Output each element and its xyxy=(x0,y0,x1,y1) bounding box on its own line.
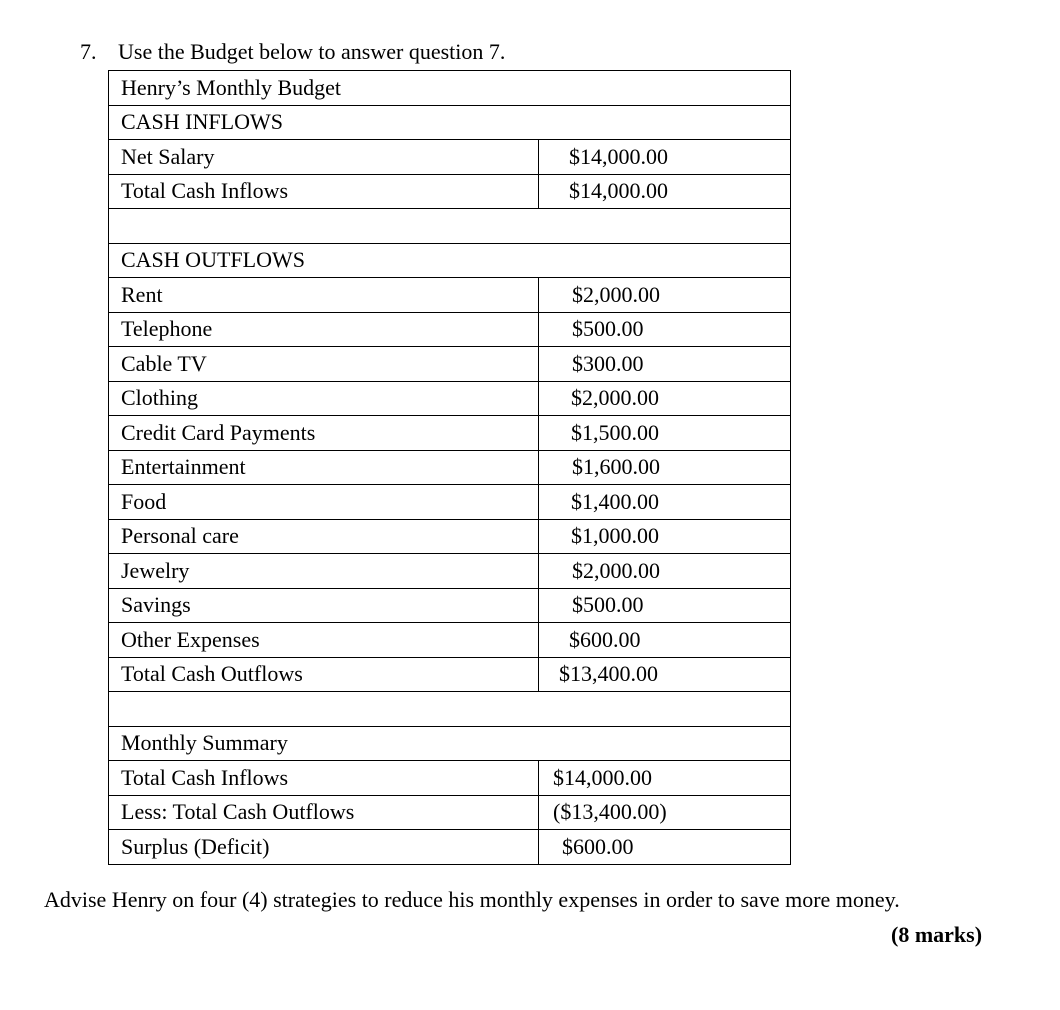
question-prompt xyxy=(80,38,505,66)
budget-title-row xyxy=(109,71,791,106)
table-row xyxy=(109,485,791,520)
row-label: Total Cash Inflows xyxy=(109,174,539,209)
table-row xyxy=(109,519,791,554)
inflows-header: CASH INFLOWS xyxy=(109,105,791,140)
question-number: 7. xyxy=(80,39,97,64)
row-amount: $14,000.00 xyxy=(539,761,791,796)
row-label: Telephone xyxy=(109,312,539,347)
row-amount: $600.00 xyxy=(539,830,791,865)
row-label: Surplus (Deficit) xyxy=(109,830,539,865)
outflows-header: CASH OUTFLOWS xyxy=(109,243,791,278)
row-amount: $13,400.00 xyxy=(539,657,791,692)
table-row xyxy=(109,830,791,865)
marks-allocation: (8 marks) xyxy=(891,922,983,947)
row-label: Entertainment xyxy=(109,450,539,485)
summary-header-row xyxy=(109,726,791,761)
row-amount: $14,000.00 xyxy=(539,140,791,175)
table-row xyxy=(109,347,791,382)
row-label: Personal care xyxy=(109,519,539,554)
row-label: Total Cash Outflows xyxy=(109,657,539,692)
question-text: Use the Budget below to answer question 7. xyxy=(118,39,506,64)
row-amount: $1,400.00 xyxy=(539,485,791,520)
row-label: Net Salary xyxy=(109,140,539,175)
table-row xyxy=(109,588,791,623)
row-amount: $1,600.00 xyxy=(539,450,791,485)
table-row xyxy=(109,761,791,796)
outflows-header-row xyxy=(109,243,791,278)
budget-table xyxy=(108,70,791,865)
row-amount: $1,500.00 xyxy=(539,416,791,451)
row-label: Credit Card Payments xyxy=(109,416,539,451)
budget-title: Henry’s Monthly Budget xyxy=(109,71,791,106)
blank-row xyxy=(109,209,791,244)
row-label: Less: Total Cash Outflows xyxy=(109,795,539,830)
row-amount: $14,000.00 xyxy=(539,174,791,209)
table-row xyxy=(109,623,791,658)
row-amount: ($13,400.00) xyxy=(539,795,791,830)
row-label: Jewelry xyxy=(109,554,539,589)
blank-cell xyxy=(109,209,791,244)
row-label: Clothing xyxy=(109,381,539,416)
table-row xyxy=(109,795,791,830)
row-amount: $500.00 xyxy=(539,312,791,347)
row-label: Food xyxy=(109,485,539,520)
table-row xyxy=(109,416,791,451)
row-label: Savings xyxy=(109,588,539,623)
row-amount: $2,000.00 xyxy=(539,554,791,589)
row-label: Other Expenses xyxy=(109,623,539,658)
blank-row xyxy=(109,692,791,727)
table-row xyxy=(109,554,791,589)
row-amount: $500.00 xyxy=(539,588,791,623)
table-row xyxy=(109,278,791,313)
inflows-header-row xyxy=(109,105,791,140)
row-amount: $1,000.00 xyxy=(539,519,791,554)
row-label: Cable TV xyxy=(109,347,539,382)
row-amount: $2,000.00 xyxy=(539,381,791,416)
row-amount: $2,000.00 xyxy=(539,278,791,313)
summary-header: Monthly Summary xyxy=(109,726,791,761)
table-row xyxy=(109,140,791,175)
table-row xyxy=(109,312,791,347)
table-row xyxy=(109,450,791,485)
row-label: Rent xyxy=(109,278,539,313)
row-label: Total Cash Inflows xyxy=(109,761,539,796)
advice-instruction: Advise Henry on four (4) strategies to reduce his monthly expenses in order to save more money. xyxy=(44,887,900,912)
table-row xyxy=(109,381,791,416)
blank-cell xyxy=(109,692,791,727)
table-row xyxy=(109,657,791,692)
row-amount: $300.00 xyxy=(539,347,791,382)
table-row xyxy=(109,174,791,209)
row-amount: $600.00 xyxy=(539,623,791,658)
